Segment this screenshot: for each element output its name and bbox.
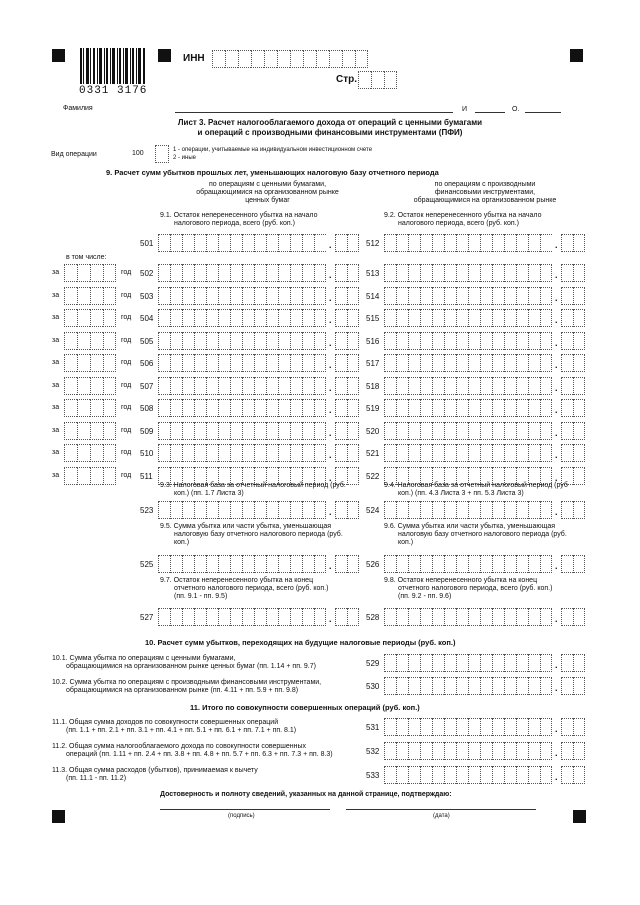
operation-type-option-1: 1 - операции, учитываемые на индивидуальном инвестиционном счете xyxy=(173,147,373,153)
za-label: за xyxy=(52,359,60,366)
year-cells[interactable] xyxy=(64,444,116,462)
row-code-right: 514 xyxy=(366,291,380,301)
row-code-right: 521 xyxy=(366,449,380,458)
za-label: за xyxy=(52,404,60,411)
year-field[interactable] xyxy=(64,332,116,350)
year-field[interactable] xyxy=(64,264,116,282)
name-initial-line[interactable] xyxy=(475,112,505,113)
loss-field-left[interactable]: . xyxy=(158,422,359,440)
god-label: год xyxy=(121,449,132,456)
loss-cells-right[interactable] xyxy=(384,287,552,305)
row-code-right: 520 xyxy=(366,426,380,436)
code-529: 529 xyxy=(366,659,380,668)
year-cells[interactable] xyxy=(64,309,116,327)
code-524: 524 xyxy=(366,506,380,515)
row-code-right: 518 xyxy=(366,381,380,391)
code-527: 527 xyxy=(140,613,154,622)
p98-label: 9.8. Остаток неперенесенного убытка на конец отчетного налогового периода, всего (руб. коп.) (пп. 9.2 - пп. 9.6) xyxy=(384,577,553,600)
field-528[interactable]: . xyxy=(384,608,585,626)
loss-field-right[interactable]: . xyxy=(384,287,585,305)
code-526: 526 xyxy=(366,560,380,569)
row-code-left: 506 xyxy=(140,359,154,368)
row-code-left: 509 xyxy=(140,426,154,436)
code-531: 531 xyxy=(366,723,380,732)
loss-cells-right[interactable] xyxy=(384,399,552,417)
year-field[interactable] xyxy=(64,354,116,372)
field-531-cells[interactable] xyxy=(384,718,552,736)
field-528-cells[interactable] xyxy=(384,608,552,626)
field-530[interactable]: . xyxy=(384,677,585,695)
field-501[interactable]: . xyxy=(158,234,359,252)
loss-field-right[interactable]: . xyxy=(384,332,585,350)
loss-field-left[interactable]: . xyxy=(158,444,359,462)
operation-type-code: 100 xyxy=(132,150,144,157)
code-530: 530 xyxy=(366,682,380,691)
field-527-cells[interactable] xyxy=(158,608,326,626)
operation-type-option-2: 2 - иные xyxy=(173,155,196,161)
row-code-left: 511 xyxy=(140,471,153,481)
loss-cells-left[interactable] xyxy=(158,264,326,282)
loss-cells-right[interactable] xyxy=(384,377,552,395)
za-label: за xyxy=(52,426,60,434)
s11-r1-label: 11.1. Общая сумма доходов по совокупности совершенных операций (пп. 1.1 + пп. 2.1 + пп. 3.1 + пп. 4.1 + пп. 5.1 + пп. 6.1 + пп. 7.1 + пп. 8.1) xyxy=(52,719,297,734)
field-524-cells[interactable] xyxy=(384,501,552,519)
page-label: Стр. xyxy=(336,74,358,85)
loss-field-right[interactable]: . xyxy=(384,354,585,372)
loss-field-left[interactable]: . xyxy=(158,332,359,350)
row-code-right: 519 xyxy=(366,404,380,413)
field-529-cells[interactable] xyxy=(384,654,552,672)
year-cells[interactable] xyxy=(64,354,116,372)
field-532-cells[interactable] xyxy=(384,742,552,760)
row-code-left: 510 xyxy=(140,449,154,458)
field-532[interactable]: . xyxy=(384,742,585,760)
year-field[interactable] xyxy=(64,422,116,440)
loss-cells-right[interactable] xyxy=(384,354,552,372)
loss-field-left[interactable]: . xyxy=(158,264,359,282)
corner-marker-top-mid xyxy=(158,49,171,62)
loss-cells-right[interactable] xyxy=(384,444,552,462)
year-field[interactable] xyxy=(64,467,116,485)
field-533[interactable]: . xyxy=(384,766,585,784)
row-code-left: 507 xyxy=(140,381,154,391)
row-code-right: 522 xyxy=(366,471,380,481)
field-527[interactable]: . xyxy=(158,608,359,626)
section-9-left-column-header: по операциям с ценными бумагами, обращающимися на организованном рынке ценных бумаг xyxy=(196,181,339,204)
god-label: год xyxy=(121,359,132,366)
patronymic-initial-label: О. xyxy=(512,106,520,113)
god-label: год xyxy=(121,269,132,276)
row-code-left: 503 xyxy=(140,291,154,301)
surname-line[interactable] xyxy=(175,112,453,113)
field-526[interactable]: . xyxy=(384,555,585,573)
year-cells[interactable] xyxy=(64,264,116,282)
loss-cells-left[interactable] xyxy=(158,332,326,350)
row-code-right: 517 xyxy=(366,359,380,368)
row-code-right: 515 xyxy=(366,314,380,323)
date-line[interactable] xyxy=(346,809,536,810)
field-525[interactable]: . xyxy=(158,555,359,573)
god-label: год xyxy=(121,471,132,479)
loss-field-left[interactable]: . xyxy=(158,354,359,372)
signature-caption: (подпись) xyxy=(228,813,255,819)
s10-r2-label: 10.2. Сумма убытка по операциям с производными финансовыми инструментами, обращающимися на организованном рынке (пп. 4.11 + пп. 5.9 + пп. 9.8) xyxy=(52,679,322,694)
p96-label: 9.6. Сумма убытка или части убытка, уменьшающая налоговую базу отчетного налогового периода (руб. коп.) xyxy=(384,523,567,546)
s11-r3-label: 11.3. Общая сумма расходов (убытков), принимаемая к вычету (пп. 11.1 - пп. 11.2) xyxy=(52,767,258,782)
row-code-left: 504 xyxy=(140,314,154,323)
p91-label: 9.1. Остаток неперенесенного убытка на начало налогового периода, всего (руб. коп.) xyxy=(160,212,318,227)
year-field[interactable] xyxy=(64,287,116,305)
p94-label: 9.4. Налоговая база за отчетный налоговый период (руб коп.) (пп. 4.3 Листа 3 + пп. 5.3 Листа 3) xyxy=(384,482,568,497)
code-532: 532 xyxy=(366,747,380,756)
section-9-title: 9. Расчет сумм убытков прошлых лет, уменьшающих налоговую базу отчетного периода xyxy=(106,168,439,177)
code-525: 525 xyxy=(140,560,154,569)
year-cells[interactable] xyxy=(64,467,116,485)
loss-field-right[interactable]: . xyxy=(384,444,585,462)
date-caption: (дата) xyxy=(433,813,450,819)
year-cells[interactable] xyxy=(64,332,116,350)
including-label: в том числе: xyxy=(66,254,107,261)
corner-marker-bottom-right xyxy=(573,810,586,823)
name-initial-label: И xyxy=(462,106,468,113)
corner-marker-top-right xyxy=(570,49,583,62)
code-523: 523 xyxy=(140,506,154,515)
p97-label: 9.7. Остаток неперенесенного убытка на конец отчетного налогового периода, всего (руб. коп.) (пп. 9.1 - пп. 9.5) xyxy=(160,577,329,600)
za-label: за xyxy=(52,381,60,389)
operation-type-label: Вид операции xyxy=(51,151,97,158)
year-field[interactable] xyxy=(64,377,116,395)
loss-cells-right[interactable] xyxy=(384,264,552,282)
loss-cells-left[interactable] xyxy=(158,444,326,462)
corner-marker-top-left xyxy=(52,49,65,62)
code-528: 528 xyxy=(366,613,380,622)
s11-r2-label: 11.2. Общая сумма налогооблагаемого дохода по совокупности совершенных операций (пп. 1.11 + пп. 2.4 + пп. 3.8 + пп. 4.8 + пп. 5.7 + пп. 6.3 + пп. 7.3 + пп. 8.3) xyxy=(52,743,333,758)
year-cells[interactable] xyxy=(64,287,116,305)
barcode-graphic xyxy=(80,48,146,84)
year-cells[interactable] xyxy=(64,422,116,440)
field-530-cells[interactable] xyxy=(384,677,552,695)
section-11-title: 11. Итого по совокупности совершенных операций (руб. коп.) xyxy=(190,703,420,712)
field-525-cells[interactable] xyxy=(158,555,326,573)
loss-cells-left[interactable] xyxy=(158,399,326,417)
section-10-title: 10. Расчет сумм убытков, переходящих на будущие налоговые периоды (руб. коп.) xyxy=(145,638,456,647)
loss-field-right[interactable]: . xyxy=(384,264,585,282)
loss-cells-left[interactable] xyxy=(158,354,326,372)
god-label: год xyxy=(121,381,132,389)
barcode-number: 0331 3176 xyxy=(79,85,148,97)
year-cells[interactable] xyxy=(64,377,116,395)
loss-field-right[interactable]: . xyxy=(384,422,585,440)
loss-field-right[interactable]: . xyxy=(384,399,585,417)
za-label: за xyxy=(52,336,60,344)
loss-cells-left[interactable] xyxy=(158,422,326,440)
code-501: 501 xyxy=(140,239,154,248)
year-cells[interactable] xyxy=(64,399,116,417)
god-label: год xyxy=(121,314,132,321)
field-526-cells[interactable] xyxy=(384,555,552,573)
za-label: за xyxy=(52,291,60,299)
p92-label: 9.2. Остаток неперенесенного убытка на начало налогового периода, всего (руб. коп.) xyxy=(384,212,542,227)
inn-field[interactable] xyxy=(212,50,368,68)
operation-type-field[interactable] xyxy=(155,145,169,163)
signature-line[interactable] xyxy=(160,809,330,810)
p93-label: 9.3. Налоговая база за отчетный налоговый период (руб. коп.) (пп. 1.7 Листа 3) xyxy=(160,482,346,497)
za-label: за xyxy=(52,471,60,479)
loss-field-right[interactable]: . xyxy=(384,309,585,327)
loss-cells-right[interactable] xyxy=(384,332,552,350)
row-code-left: 508 xyxy=(140,404,154,413)
row-code-left: 502 xyxy=(140,269,154,278)
surname-label: Фамилия xyxy=(63,105,93,112)
section-9-right-column-header: по операциям с производными финансовыми инструментами, обращающимися на организованном рынке xyxy=(413,181,557,204)
loss-field-right[interactable]: . xyxy=(384,467,585,485)
loss-field-left[interactable]: . xyxy=(158,287,359,305)
god-label: год xyxy=(121,336,132,344)
loss-cells-left[interactable] xyxy=(158,377,326,395)
year-field[interactable] xyxy=(64,444,116,462)
row-code-right: 516 xyxy=(366,336,380,346)
page-field[interactable] xyxy=(358,71,397,89)
za-label: за xyxy=(52,449,60,456)
loss-cells-right[interactable] xyxy=(384,422,552,440)
code-512: 512 xyxy=(366,239,380,248)
row-code-left: 505 xyxy=(140,336,154,346)
inn-label: ИНН xyxy=(183,53,205,64)
loss-cells-right[interactable] xyxy=(384,309,552,327)
loss-field-right[interactable]: . xyxy=(384,377,585,395)
field-523[interactable]: . xyxy=(158,501,359,519)
field-512[interactable]: . xyxy=(384,234,585,252)
god-label: год xyxy=(121,404,132,411)
p95-label: 9.5. Сумма убытка или части убытка, уменьшающая налоговую базу отчетного налогового периода (руб. коп.) xyxy=(160,523,343,546)
za-label: за xyxy=(52,314,60,321)
god-label: год xyxy=(121,426,132,434)
field-529[interactable]: . xyxy=(384,654,585,672)
loss-field-left[interactable]: . xyxy=(158,467,359,485)
loss-cells-left[interactable] xyxy=(158,287,326,305)
god-label: год xyxy=(121,291,132,299)
field-523-cells[interactable] xyxy=(158,501,326,519)
loss-field-left[interactable]: . xyxy=(158,309,359,327)
field-524[interactable]: . xyxy=(384,501,585,519)
s10-r1-label: 10.1. Сумма убытка по операциям с ценными бумагами, обращающимися на организованном рынке ценных бумаг (пп. 1.14 + пп. 9.7) xyxy=(52,655,316,670)
loss-field-left[interactable]: . xyxy=(158,399,359,417)
confirmation-text: Достоверность и полноту сведений, указанных на данной странице, подтверждаю: xyxy=(160,791,452,798)
code-533: 533 xyxy=(366,771,380,780)
sheet-title: Лист 3. Расчет налогооблагаемого дохода от операций с ценными бумагами и операций с производными финансовыми инструментами (ПФИ) xyxy=(177,118,483,137)
field-531[interactable]: . xyxy=(384,718,585,736)
za-label: за xyxy=(52,269,60,276)
loss-field-left[interactable]: . xyxy=(158,377,359,395)
corner-marker-bottom-left xyxy=(52,810,65,823)
field-533-cells[interactable] xyxy=(384,766,552,784)
year-field[interactable] xyxy=(64,399,116,417)
patronymic-initial-line[interactable] xyxy=(525,112,561,113)
row-code-right: 513 xyxy=(366,269,380,278)
loss-cells-left[interactable] xyxy=(158,309,326,327)
year-field[interactable] xyxy=(64,309,116,327)
